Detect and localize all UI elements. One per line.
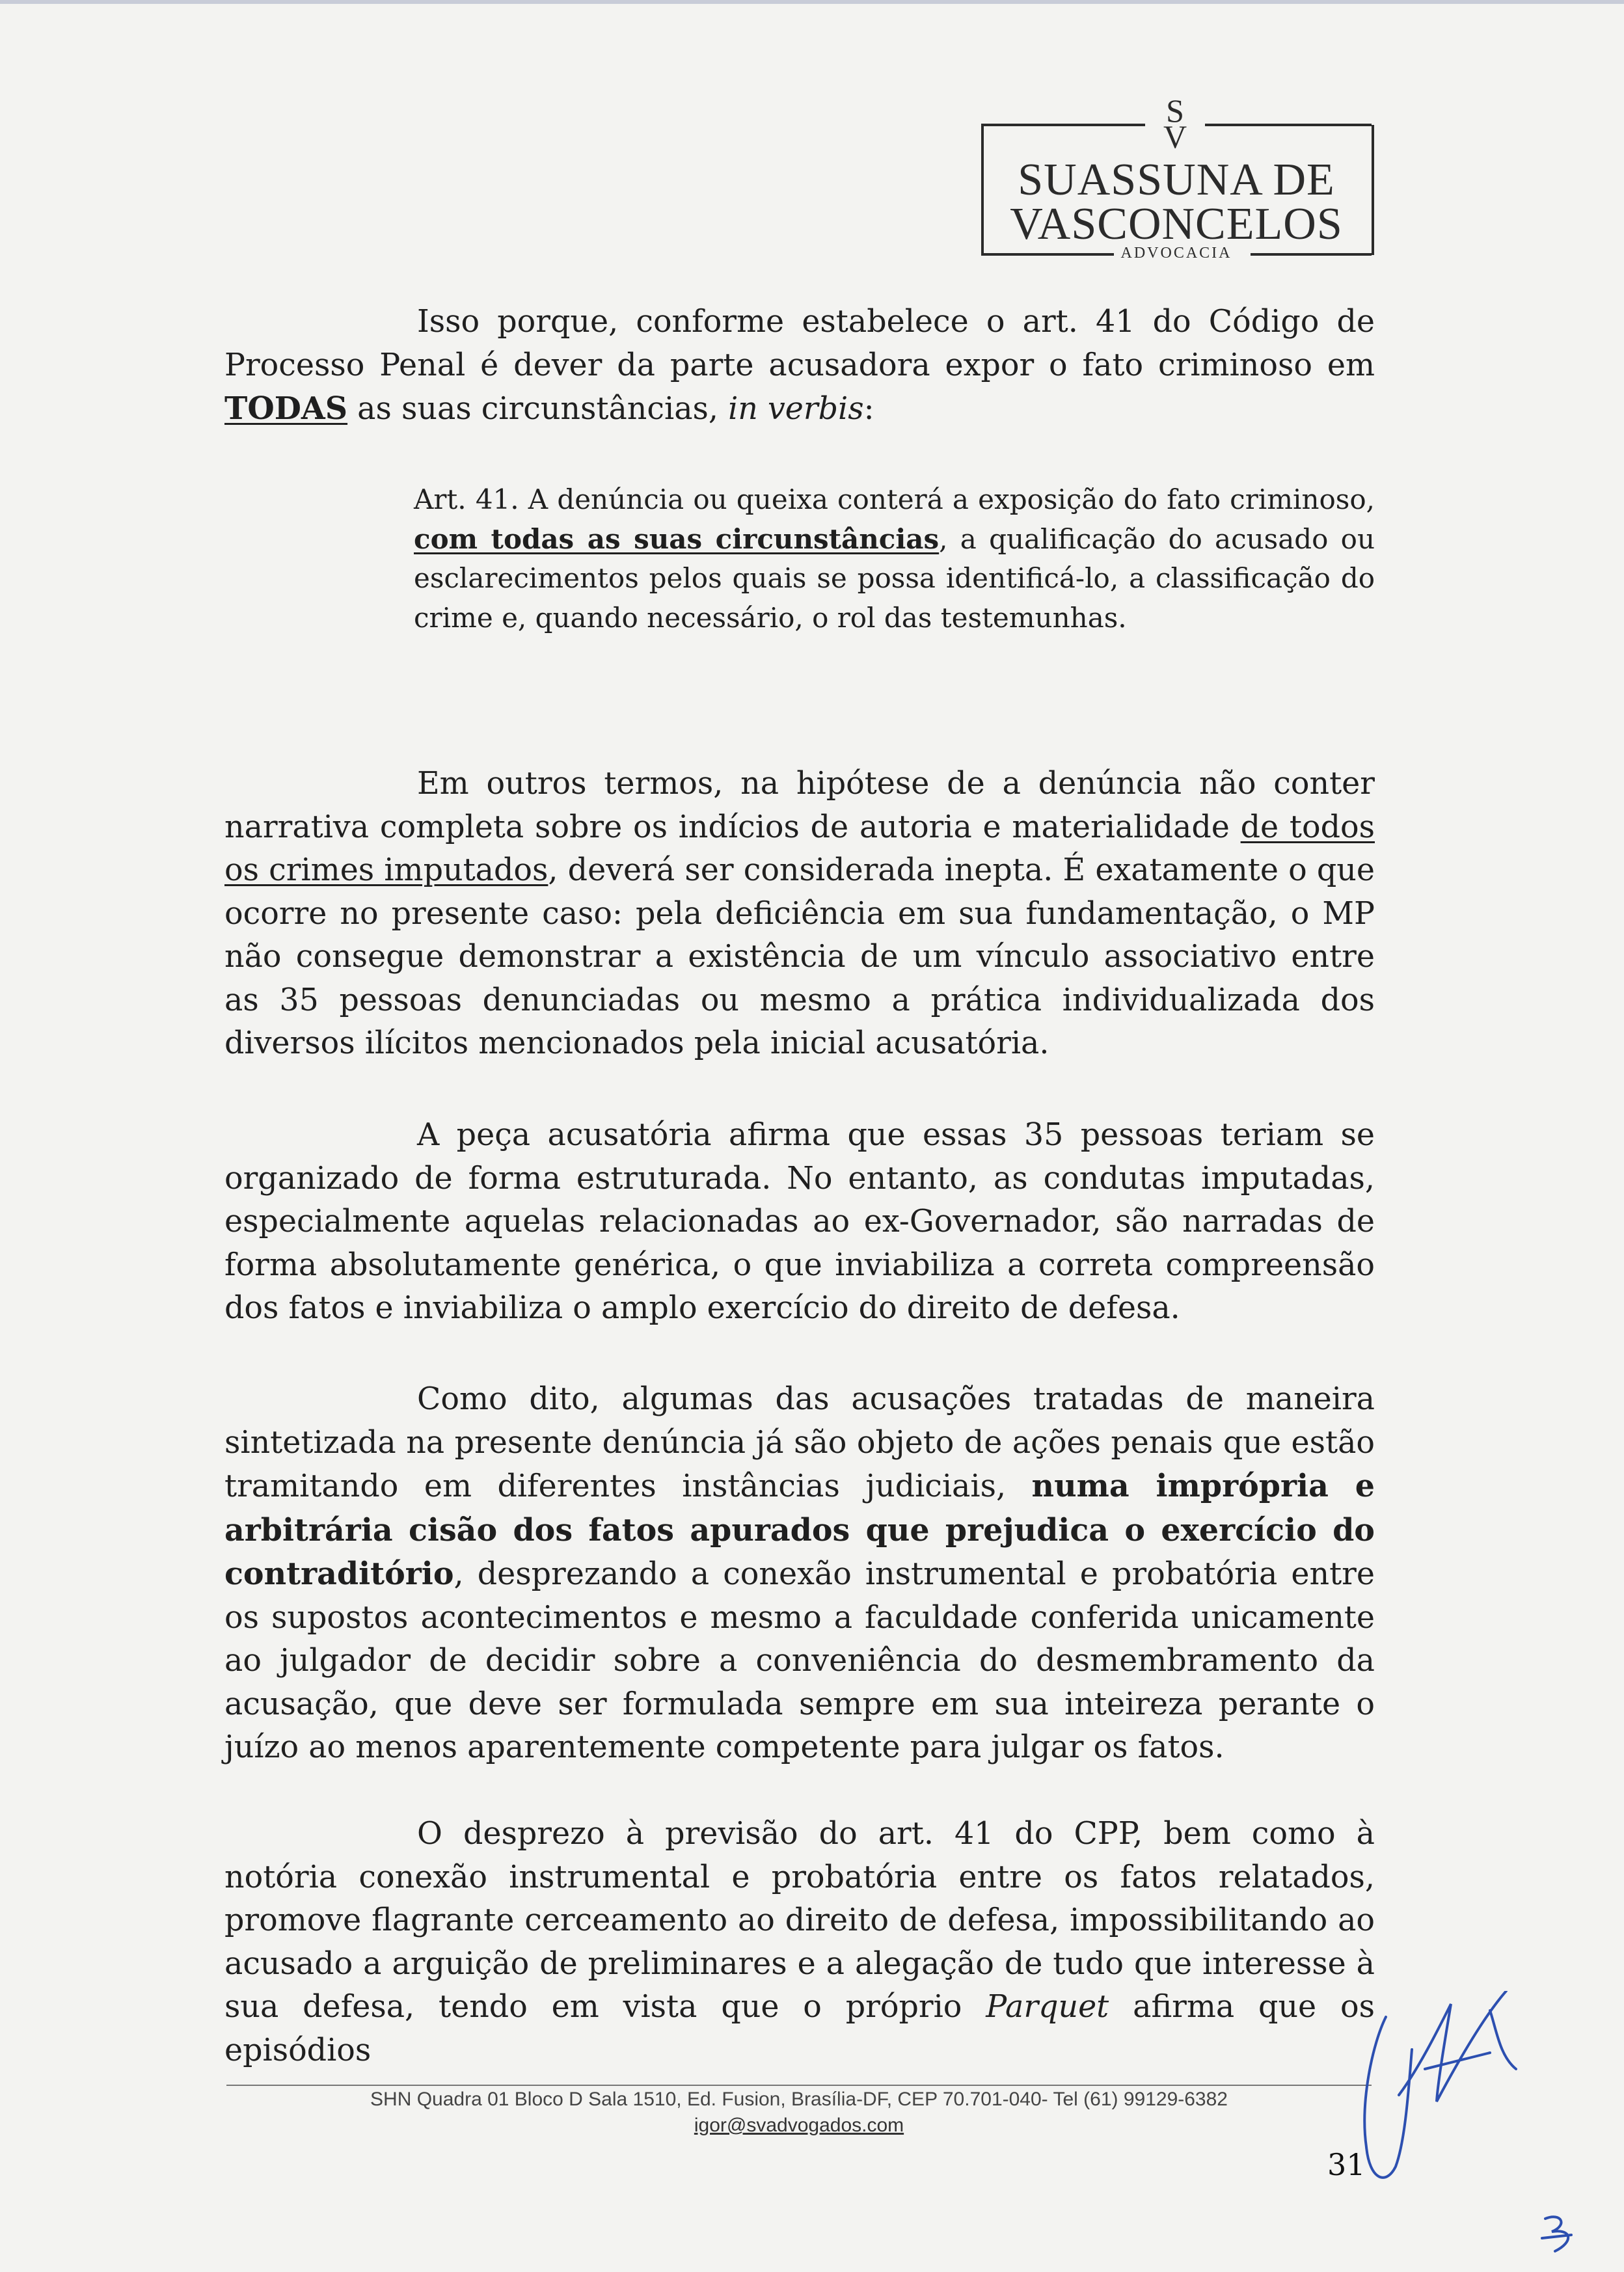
logo-monogram-v: V [1163, 118, 1187, 155]
p1-text-b: as suas circunstâncias, [347, 391, 729, 427]
initials-mark [1536, 2212, 1581, 2258]
quote-text-b: , a qualificação do acusado ou esclarecimentos pelos quais se possa identificá-lo, a classificação do crime e, quando necessário, o rol das testemunhas. [414, 522, 1375, 634]
p5-italic: Parquet [986, 1989, 1109, 2025]
footer-rule [226, 2085, 1372, 2086]
paragraph-4 [224, 1378, 1375, 1770]
paragraph-5 [224, 1813, 1375, 2072]
p1-text-c: : [863, 391, 874, 427]
firm-logo [981, 92, 1372, 262]
p1-text-a: Isso porque, conforme estabelece o art. 41 do Código de Processo Penal é dever da parte acusadora expor o fato criminoso em [224, 304, 1375, 383]
p1-italic: in verbis [728, 391, 864, 427]
p5-text-b: afirma que os episódios [224, 1989, 1375, 2068]
p2-text-a: Em outros termos, na hipótese de a denúncia não conter narrativa completa sobre os indícios de autoria e materialidade [224, 766, 1375, 845]
logo-name-line2: VASCONCELOS [1010, 199, 1343, 249]
paragraph-1 [224, 301, 1375, 431]
footer-email-link[interactable]: igor@svadvogados.com [694, 2115, 904, 2136]
paragraph-3: A peça acusatória afirma que essas 35 pessoas teriam se organizado de forma estruturada. No entanto, as condutas imputadas, especialmente aquelas relacionadas ao ex-Governador, são narradas de forma absolutamente genérica, o que inviabiliza a correta compreensão dos fatos e inviabiliza o amplo exercício do direito de defesa. [224, 1117, 1375, 1326]
p4-text-b: , desprezando a conexão instrumental e probatória entre os supostos acontecimentos e mesmo a faculdade conferida unicamente ao julgador de decidir sobre a conveniência do desmembramento da acusação, que deve ser formulada sempre em sua inteireza perante o juízo ao menos aparentemente competente para julgar os fatos. [224, 1556, 1375, 1765]
handwritten-signature [1360, 1991, 1529, 2186]
p4-bold: numa imprópria e arbitrária cisão dos fatos apurados que prejudica o exercício do contraditório [224, 1468, 1375, 1592]
logo-monogram-s: S [1166, 92, 1184, 129]
p2-text-b: , deverá ser considerada inepta. É exatamente o que ocorre no presente caso: pela deficiência em sua fundamentação, o MP não consegue demonstrar a existência de um vínculo associativo entre as 35 pessoas denunciadas ou mesmo a prática individualizada dos diversos ilícitos mencionados pela inicial acusatória. [224, 852, 1375, 1061]
logo-subtitle: ADVOCACIA [1120, 245, 1232, 262]
quote-emphasis: com todas as suas circunstâncias [414, 522, 940, 555]
footer-address: SHN Quadra 01 Bloco D Sala 1510, Ed. Fusion, Brasília-DF, CEP 70.701-040- Tel (61) 99129-6382 [370, 2089, 1228, 2110]
scan-edge [0, 0, 1624, 4]
p4-text-a: Como dito, algumas das acusações tratadas de maneira sintetizada na presente denúncia já são objeto de ações penais que estão tramitando em diferentes instâncias judiciais, [224, 1381, 1375, 1504]
logo-top-rule-left [981, 124, 1145, 126]
page-number: 31 [1327, 2147, 1366, 2182]
p2-underline: de todos os crimes imputados [224, 809, 1375, 888]
p5-text-a: O desprezo à previsão do art. 41 do CPP, bem como à notória conexão instrumental e probatória entre os fatos relatados, promove flagrante cerceamento ao direito de defesa, impossibilitando ao acusado a arguição de preliminares e a alegação de tudo que interesse à sua defesa, tendo em vista que o próprio [224, 1816, 1375, 2025]
p1-emphasis: TODAS [224, 390, 348, 427]
logo-monogram [1152, 92, 1198, 155]
quote-text-a: Art. 41. A denúncia ou queixa conterá a exposição do fato criminoso, [414, 483, 1375, 515]
logo-top-rule-right [1205, 124, 1372, 126]
logo-name-line1: SUASSUNA DE [1018, 155, 1335, 205]
legal-quote [414, 480, 1375, 638]
paragraph-2 [224, 763, 1375, 1066]
